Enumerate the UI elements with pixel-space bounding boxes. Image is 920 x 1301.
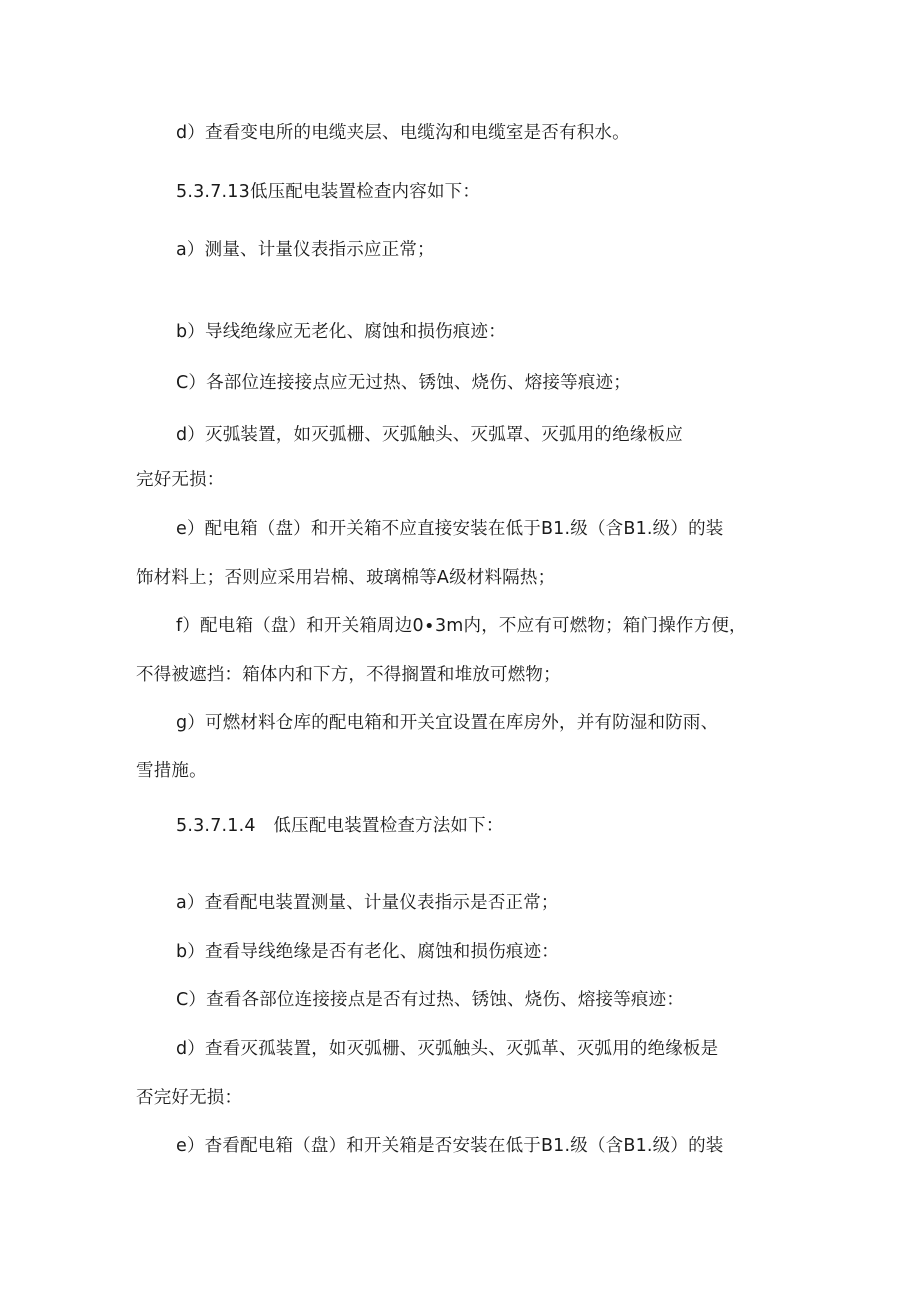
- paragraph-line: g）可燃材料仓库的配电箱和开关宜设置在库房外，并有防湿和防雨、: [176, 713, 719, 733]
- paragraph-line: d）查看灭孤装置，如灭弧栅、灭弧触头、灭弧革、灭弧用的绝缘板是: [176, 1039, 719, 1059]
- paragraph-line: f）配电箱（盘）和开关箱周边0∙3m内，不应有可燃物；箱门操作方便，: [176, 616, 747, 636]
- paragraph-line: C）各部位连接接点应无过热、锈蚀、烧伤、熔接等痕迹；: [176, 373, 631, 393]
- paragraph-line: a）测量、计量仪表指示应正常；: [176, 240, 435, 260]
- paragraph-line: b）导线绝缘应无老化、腐蚀和损伤痕迹：: [176, 322, 506, 342]
- section-heading: 5.3.7.13低压配电装置检查内容如下：: [176, 182, 481, 202]
- paragraph-line: 不得被遮挡：箱体内和下方，不得搁置和堆放可燃物；: [136, 665, 561, 685]
- paragraph-line: C）查看各部位连接接点是否有过热、锈蚀、烧伤、熔接等痕迹：: [176, 990, 685, 1010]
- paragraph-line: 否完好无损：: [136, 1088, 243, 1108]
- paragraph-line: d）灭弧装置，如灭弧栅、灭弧触头、灭弧罩、灭弧用的绝缘板应: [176, 425, 683, 445]
- paragraph-line: b）查看导线绝缘是否有老化、腐蚀和损伤痕迹：: [176, 942, 560, 962]
- paragraph-line: a）查看配电装置测量、计量仪表指示是否正常；: [176, 893, 559, 913]
- section-heading: 5.3.7.1.4 低压配电装置检查方法如下：: [176, 816, 504, 836]
- paragraph-line: 饰材料上；否则应采用岩棉、玻璃棉等A级材料隔热；: [136, 568, 556, 588]
- paragraph-line: d）查看变电所的电缆夹层、电缆沟和电缆室是否有积水。: [176, 123, 630, 143]
- paragraph-line: 完好无损：: [136, 470, 225, 490]
- paragraph-line: e）配电箱（盘）和开关箱不应直接安装在低于B1.级（含B1.级）的装: [176, 519, 724, 539]
- paragraph-line: 雪措施。: [136, 761, 207, 781]
- paragraph-line: e）杳看配电箱（盘）和开关箱是否安装在低于B1.级（含B1.级）的装: [176, 1136, 724, 1156]
